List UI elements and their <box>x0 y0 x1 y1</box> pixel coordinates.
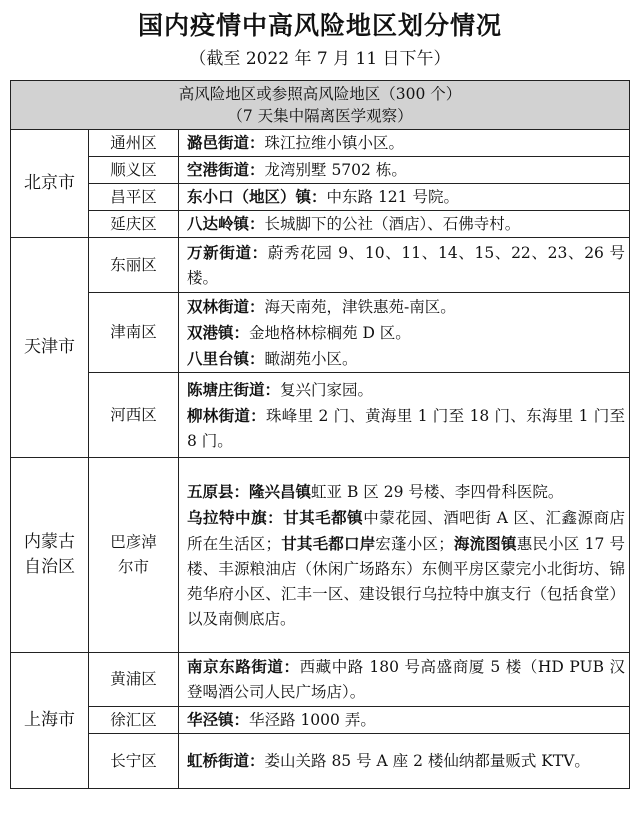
city-cell-tianjin: 天津市 <box>11 238 89 458</box>
area-detail: 中东路 121 号院。 <box>326 188 459 206</box>
area-name: 八达岭镇： <box>187 214 265 233</box>
area-detail: 瞰湖苑小区。 <box>264 349 358 368</box>
town-name: 甘其毛都口岸 <box>281 533 376 553</box>
district-cell: 东丽区 <box>89 238 179 293</box>
area-detail: 中蒙花园、酒吧街 A 区、汇鑫源商店所在生活区； <box>187 508 626 553</box>
detail-cell <box>179 734 630 789</box>
district-cell: 长宁区 <box>89 734 179 789</box>
area-detail: 长城脚下的公社（酒店）、石佛寺村。 <box>264 215 521 233</box>
city-cell-beijing: 北京市 <box>11 130 89 238</box>
area-name: 陈塘庄街道： <box>187 379 281 399</box>
area-detail: 金地格林棕榈苑 D 区。 <box>249 323 411 342</box>
district-cell: 顺义区 <box>89 157 179 184</box>
table-row <box>11 211 630 238</box>
area-name: 八里台镇： <box>187 348 265 368</box>
area-name: 双林街道： <box>187 296 265 316</box>
banner-line-2: （7 天集中隔离医学观察） <box>227 107 413 125</box>
area-detail: 惠民小区 17 号楼、丰源粮油店（休闲广场路东）东侧平房区蒙完小北街坊、锦苑华府小区、汇丰一区、建设银行乌拉特中旗支行（包括食堂）以及南侧底店。 <box>187 534 626 628</box>
area-name: 南京东路街道： <box>187 657 300 676</box>
detail-cell <box>179 238 630 293</box>
district-cell: 昌平区 <box>89 184 179 211</box>
district-cell: 延庆区 <box>89 211 179 238</box>
area-name: 柳林街道： <box>187 405 266 425</box>
area-detail: 西藏中路 180 号高盛商厦 5 楼（HD PUB 汉登喝酒公司人民广场店）。 <box>187 658 625 701</box>
table-header-row <box>11 81 630 130</box>
area-line <box>187 377 625 403</box>
area-detail: 龙湾别墅 5702 栋。 <box>264 161 407 179</box>
area-detail: 复兴门家园。 <box>280 380 374 399</box>
area-detail: 蔚秀花园 9、10、11、14、15、22、23、26 号楼。 <box>187 243 626 287</box>
district-cell: 黄浦区 <box>89 653 179 707</box>
risk-area-table <box>10 80 630 789</box>
area-name: 东小口（地区）镇： <box>187 187 327 206</box>
banner-line-1: 高风险地区或参照高风险地区（300 个） <box>178 85 462 103</box>
area-detail: 海天南苑，津铁惠苑-南区。 <box>264 297 456 316</box>
detail-cell <box>179 293 630 373</box>
area-name: 空港街道： <box>187 160 265 179</box>
city-name-line-1: 内蒙古 <box>24 532 75 552</box>
table-row <box>11 157 630 184</box>
table-row <box>11 707 630 734</box>
county-name: 五原县： <box>187 481 250 501</box>
detail-cell <box>179 373 630 458</box>
page-title: 国内疫情中高风险地区划分情况 <box>137 11 502 40</box>
area-line <box>187 294 625 320</box>
area-line <box>187 320 625 346</box>
town-name: 海流图镇 <box>453 533 517 553</box>
table-row <box>11 653 630 707</box>
district-name-line-2: 尔市 <box>117 558 149 576</box>
area-name: 虹桥街道： <box>187 751 265 770</box>
area-name: 潞邑街道： <box>187 133 265 152</box>
area-detail: 娄山关路 85 号 A 座 2 楼仙纳都量贩式 KTV。 <box>264 752 590 770</box>
area-name: 万新街道： <box>187 242 268 262</box>
district-cell: 津南区 <box>89 293 179 373</box>
detail-cell <box>179 184 630 211</box>
city-cell-neimenggu <box>11 458 89 653</box>
county-name: 乌拉特中旗： <box>187 507 284 527</box>
table-row <box>11 184 630 211</box>
detail-cell <box>179 157 630 184</box>
table-row <box>11 734 630 789</box>
city-cell-shanghai: 上海市 <box>11 653 89 789</box>
district-cell: 河西区 <box>89 373 179 458</box>
area-name: 华泾镇： <box>187 710 250 729</box>
district-cell: 通州区 <box>89 130 179 157</box>
area-detail: 华泾路 1000 弄。 <box>249 711 376 729</box>
city-name-line-2: 自治区 <box>24 557 75 577</box>
table-row <box>11 458 630 653</box>
area-detail: 珠峰里 2 门、黄海里 1 门至 18 门、东海里 1 门至 8 门。 <box>187 406 626 450</box>
detail-cell <box>179 211 630 238</box>
area-line <box>187 505 625 632</box>
detail-cell <box>179 653 630 707</box>
area-line <box>187 346 625 372</box>
detail-cell <box>179 707 630 734</box>
table-row <box>11 238 630 293</box>
town-name: 隆兴昌镇 <box>249 481 312 501</box>
town-name: 甘其毛都镇 <box>283 507 364 527</box>
area-detail: 珠江拉维小镇小区。 <box>264 134 405 152</box>
district-cell <box>89 458 179 653</box>
area-detail: 宏蓬小区； <box>375 534 454 553</box>
page-subtitle: （截至 2022 年 7 月 11 日下午） <box>189 49 451 69</box>
table-row <box>11 293 630 373</box>
area-line <box>187 403 625 454</box>
detail-cell <box>179 130 630 157</box>
detail-cell <box>179 458 630 653</box>
area-detail: 虹亚 B 区 29 号楼、李四骨科医院。 <box>311 482 564 501</box>
table-banner <box>11 81 630 130</box>
table-row <box>11 373 630 458</box>
table-row <box>11 130 630 157</box>
area-name: 双港镇： <box>187 322 250 342</box>
district-cell: 徐汇区 <box>89 707 179 734</box>
district-name-line-1: 巴彦淖 <box>110 533 157 551</box>
area-line <box>187 479 625 505</box>
